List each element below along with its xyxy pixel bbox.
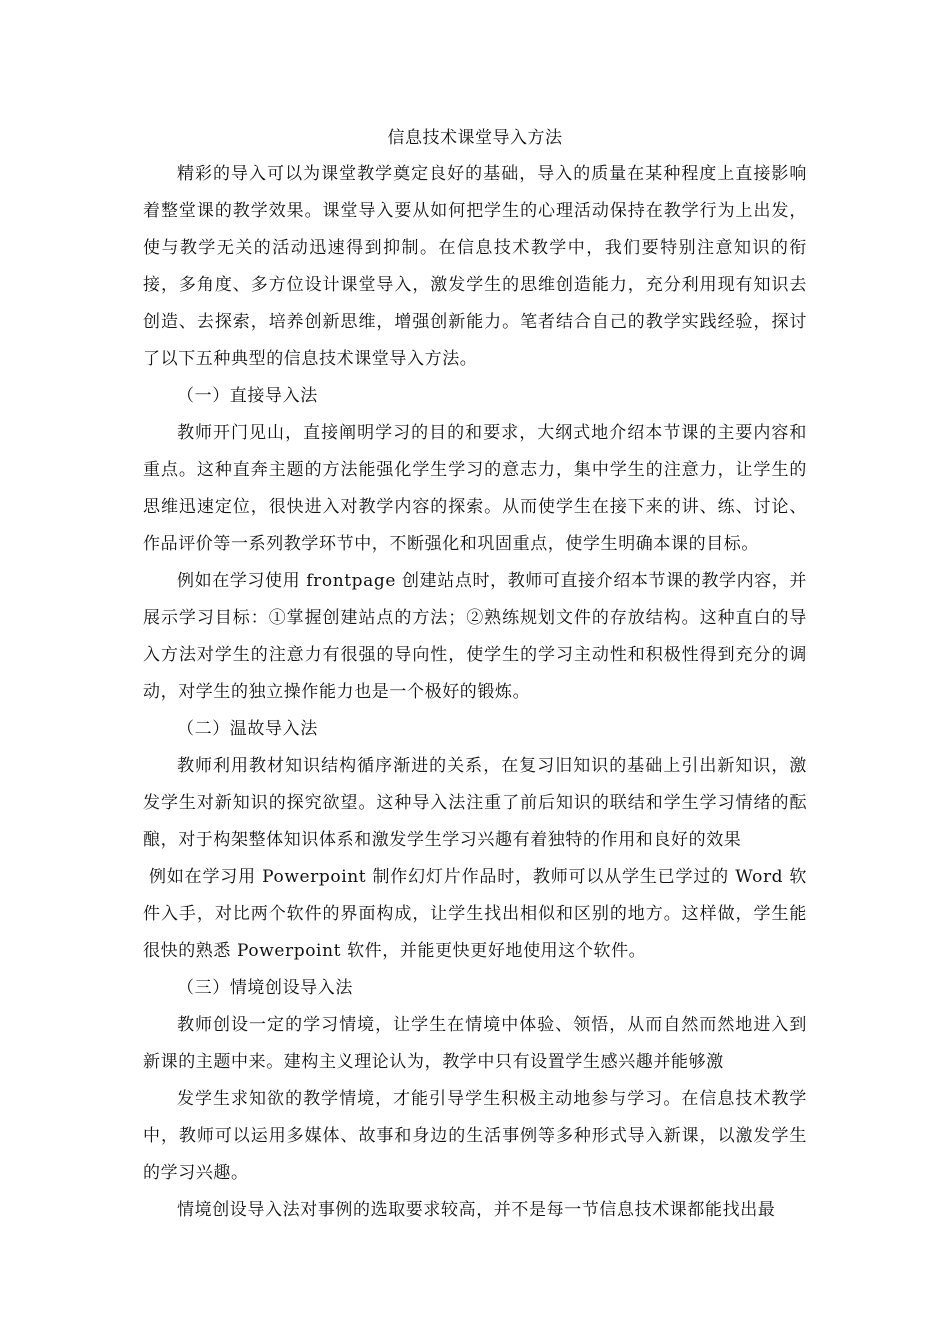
section-heading-direct: （一）直接导入法 [177,386,318,406]
document-body [143,120,807,1229]
paragraph-review-description: 教师利用教材知识结构循序渐进的关系，在复习旧知识的基础上引出新知识，激发学生对新知识的探究欲望。这种导入法注重了前后知识的联结和学生学习情绪的酝酿，对于构架整体知识体系和激发学生学习兴趣有着独特的作用和良好的效果 [143,756,807,850]
document-title: 信息技术课堂导入方法 [387,128,563,148]
section-heading-review: （二）温故导入法 [177,719,318,739]
section-heading-situation: （三）情境创设导入法 [177,978,353,998]
paragraph-situation-note: 情境创设导入法对事例的选取要求较高，并不是每一节信息技术课都能找出最 [177,1200,776,1220]
paragraph-situation-description: 教师创设一定的学习情境，让学生在情境中体验、领悟，从而自然而然地进入到新课的主题中来。建构主义理论认为，教学中只有设置学生感兴趣并能够激 [143,1015,807,1072]
paragraph-intro: 精彩的导入可以为课堂教学奠定良好的基础，导入的质量在某种程度上直接影响着整堂课的教学效果。课堂导入要从如何把学生的心理活动保持在教学行为上出发，使与教学无关的活动迅速得到抑制。在信息技术教学中，我们要特别注意知识的衔接，多角度、多方位设计课堂导入，激发学生的思维创造能力，充分利用现有知识去创造、去探索，培养创新思维，增强创新能力。笔者结合自己的教学实践经验，探讨了以下五种典型的信息技术课堂导入方法。 [143,164,807,369]
paragraph-review-example: 例如在学习用 Powerpoint 制作幻灯片作品时，教师可以从学生已学过的 Word 软件入手，对比两个软件的界面构成，让学生找出相似和区别的地方。这样做，学生能很快的熟悉 Powerpoint 软件，并能更快更好地使用这个软件。 [143,867,807,961]
paragraph-direct-description: 教师开门见山，直接阐明学习的目的和要求，大纲式地介绍本节课的主要内容和重点。这种直奔主题的方法能强化学生学习的意志力，集中学生的注意力，让学生的思维迅速定位，很快进入对教学内容的探索。从而使学生在接下来的讲、练、讨论、作品评价等一系列教学环节中，不断强化和巩固重点，使学生明确本课的目标。 [143,423,807,554]
paragraph-situation-continued: 发学生求知欲的教学情境，才能引导学生积极主动地参与学习。在信息技术教学中，教师可以运用多媒体、故事和身边的生活事例等多种形式导入新课，以激发学生的学习兴趣。 [143,1089,807,1183]
paragraph-direct-example: 例如在学习使用 frontpage 创建站点时，教师可直接介绍本节课的教学内容，并展示学习目标：①掌握创建站点的方法；②熟练规划文件的存放结构。这种直白的导入方法对学生的注意力有很强的导向性，使学生的学习主动性和积极性得到充分的调动，对学生的独立操作能力也是一个极好的锻炼。 [143,571,807,702]
